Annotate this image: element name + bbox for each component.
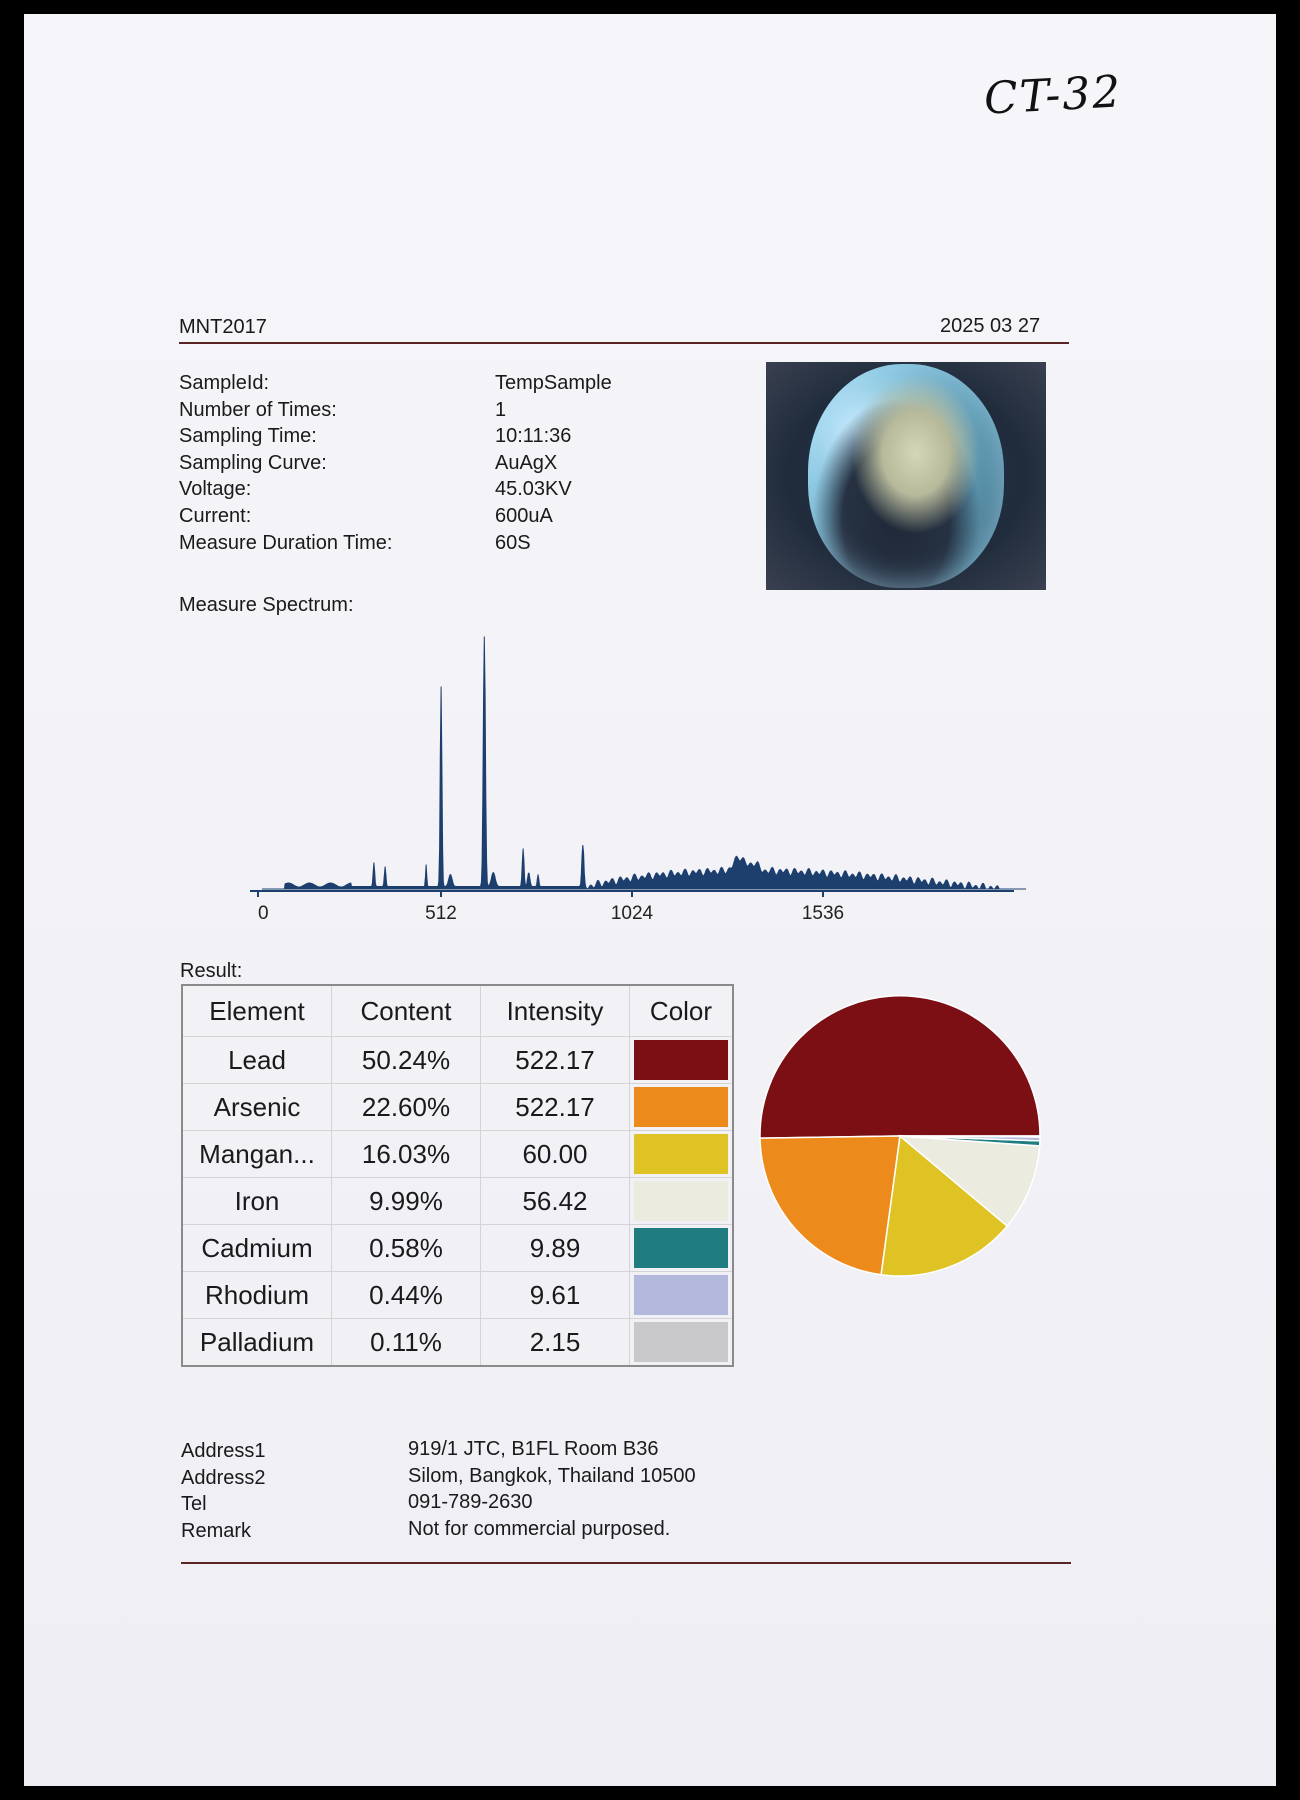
results-table [181,984,734,1367]
info-label: Sampling Time: [179,425,317,448]
spectrum-tick-label: 0 [258,903,269,924]
footer-value: Silom, Bangkok, Thailand 10500 [408,1464,696,1487]
info-label: Number of Times: [179,398,337,421]
footer-value: 091-789-2630 [408,1491,533,1514]
cell-color [630,1272,734,1319]
color-swatch [634,1181,728,1221]
table-header-row [182,985,733,1037]
cell-element: Mangan... [182,1131,332,1178]
color-swatch [634,1087,728,1127]
cell-element: Rhodium [182,1272,332,1319]
spectrum-ticks [258,891,844,924]
cell-content: 0.44% [332,1272,481,1319]
cell-color [630,1131,734,1178]
report-sheet [24,14,1276,1786]
header-content: Content [332,985,481,1037]
info-value: AuAgX [495,451,558,474]
cell-color [630,1319,734,1367]
table-row [182,1225,733,1272]
header-intensity: Intensity [481,985,630,1037]
color-swatch [634,1134,728,1174]
info-value: 45.03KV [495,478,572,501]
cell-color [630,1037,734,1084]
table-row [182,1272,733,1319]
cell-content: 50.24% [332,1037,481,1084]
info-value: 1 [495,398,507,421]
spectrum-tick-label: 1024 [610,903,654,924]
footer-label: Tel [181,1493,207,1516]
info-labels [179,370,392,556]
cell-color [630,1225,734,1272]
info-value: 10:11:36 [495,425,572,448]
cell-color [630,1178,734,1225]
footer-label: Remark [181,1519,252,1542]
cell-content: 0.58% [332,1225,481,1272]
spectrum-tick-label: 512 [425,903,457,924]
footer-label: Address1 [181,1440,266,1462]
color-swatch [634,1040,728,1080]
footer-values [408,1436,696,1542]
cell-intensity: 9.89 [481,1225,630,1272]
color-swatch [634,1322,728,1362]
footer-value: 919/1 JTC, B1FL Room B36 [408,1438,659,1460]
spectrum-trace [262,637,1026,890]
header-color: Color [630,985,734,1037]
info-value: 600uA [495,504,553,527]
cell-element: Iron [182,1178,332,1225]
result-label: Result: [180,960,243,982]
footer-label: Address2 [181,1466,266,1489]
spectrum-label: Measure Spectrum: [179,594,354,616]
cell-intensity: 522.17 [481,1037,630,1084]
color-swatch [634,1275,728,1315]
cell-intensity: 522.17 [481,1084,630,1131]
cell-content: 9.99% [332,1178,481,1225]
cell-element: Lead [182,1037,332,1084]
gemstone-image [808,364,1004,588]
info-label: Measure Duration Time: [179,531,393,554]
cell-content: 22.60% [332,1084,481,1131]
table-row [182,1084,733,1131]
table-row [182,1178,733,1225]
cell-element: Palladium [182,1319,332,1367]
cell-color [630,1084,734,1131]
color-swatch [634,1228,728,1268]
info-value: TempSample [495,372,612,394]
device-model: MNT2017 [179,316,267,338]
table-row [182,1131,733,1178]
footer-labels [181,1438,266,1544]
cell-intensity: 2.15 [481,1319,630,1367]
info-label: Voltage: [179,478,252,501]
cell-intensity: 56.42 [481,1178,630,1225]
header-element: Element [182,985,332,1037]
info-value: 60S [495,531,531,554]
header-divider [179,342,1069,344]
footer-value: Not for commercial purposed. [408,1517,671,1540]
info-label: Current: [179,504,252,527]
pie-slice [760,996,1040,1138]
pie-slice [900,1136,1040,1137]
pie-slice [760,1136,900,1275]
report-date: 2025 03 27 [940,315,1041,337]
spectrum-chart [214,626,1034,926]
footer-divider [181,1562,1071,1564]
table-row [182,1319,733,1367]
cell-element: Cadmium [182,1225,332,1272]
spectrum-tick-label: 1536 [801,903,845,924]
info-label: Sampling Curve: [179,451,327,474]
cell-content: 0.11% [332,1319,481,1367]
info-label: SampleId: [179,372,270,394]
composition-pie-chart [750,986,1050,1286]
cell-element: Arsenic [182,1084,332,1131]
info-values [495,370,612,556]
handwritten-code: CT-32 [982,66,1124,125]
table-row [182,1037,733,1084]
cell-content: 16.03% [332,1131,481,1178]
cell-intensity: 60.00 [481,1131,630,1178]
sample-photo [766,362,1046,590]
cell-intensity: 9.61 [481,1272,630,1319]
